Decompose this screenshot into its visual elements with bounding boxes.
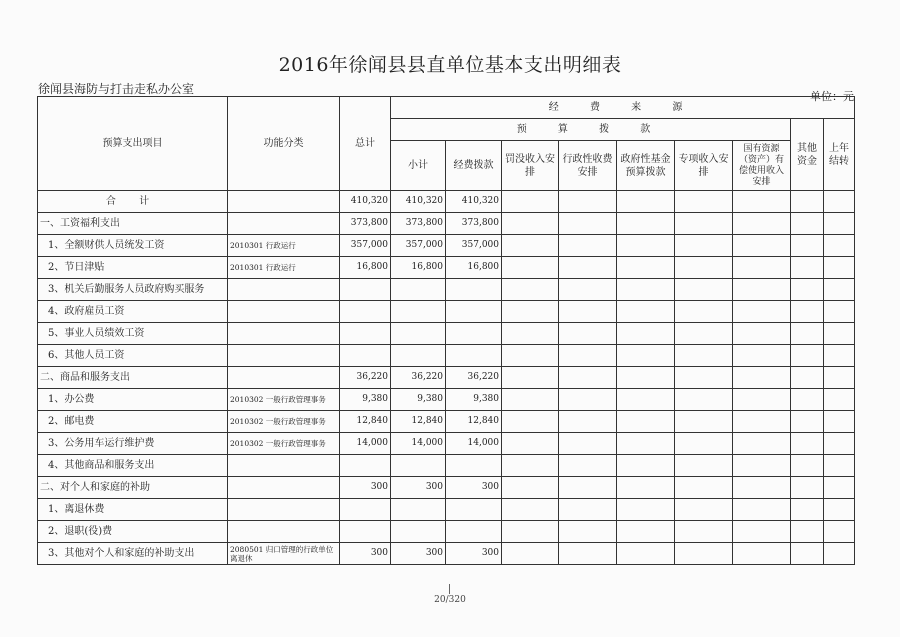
row-appropriation <box>446 455 502 477</box>
row-empty-cell <box>824 433 855 455</box>
row-empty-cell <box>559 257 617 279</box>
row-subtotal <box>391 521 446 543</box>
row-func <box>228 499 340 521</box>
row-empty-cell <box>617 279 675 301</box>
row-empty-cell <box>733 323 791 345</box>
row-empty-cell <box>502 477 559 499</box>
row-empty-cell <box>675 323 733 345</box>
row-empty-cell <box>675 301 733 323</box>
row-func <box>228 477 340 499</box>
row-empty-cell <box>733 257 791 279</box>
row-func <box>228 323 340 345</box>
row-total <box>340 521 391 543</box>
row-appropriation: 14,000 <box>446 433 502 455</box>
row-empty-cell <box>791 323 824 345</box>
header-func: 功能分类 <box>228 97 340 191</box>
row-empty-cell <box>791 477 824 499</box>
header-other: 其他资金 <box>791 119 824 191</box>
row-appropriation <box>446 499 502 521</box>
row-empty-cell <box>824 389 855 411</box>
row-item: 2、邮电费 <box>38 411 228 433</box>
row-empty-cell <box>733 543 791 565</box>
header-subtotal: 小计 <box>391 141 446 191</box>
row-func <box>228 345 340 367</box>
row-total: 300 <box>340 543 391 565</box>
row-total: 14,000 <box>340 433 391 455</box>
row-empty-cell <box>559 543 617 565</box>
row-empty-cell <box>559 499 617 521</box>
row-item: 1、全额财供人员统发工资 <box>38 235 228 257</box>
row-empty-cell <box>824 411 855 433</box>
row-empty-cell <box>733 367 791 389</box>
row-subtotal: 300 <box>391 543 446 565</box>
row-func <box>228 191 340 213</box>
table-row <box>38 411 855 433</box>
row-empty-cell <box>675 411 733 433</box>
row-empty-cell <box>559 213 617 235</box>
row-empty-cell <box>733 433 791 455</box>
row-subtotal: 16,800 <box>391 257 446 279</box>
row-item: 合 计 <box>38 191 228 213</box>
row-total <box>340 499 391 521</box>
row-empty-cell <box>675 389 733 411</box>
row-empty-cell <box>502 323 559 345</box>
row-total: 410,320 <box>340 191 391 213</box>
page-number: 20/320 <box>434 595 466 605</box>
header-appropriation: 经费拨款 <box>446 141 502 191</box>
row-item: 3、公务用车运行维护费 <box>38 433 228 455</box>
row-func: 2010301 行政运行 <box>228 235 340 257</box>
header-total: 总计 <box>340 97 391 191</box>
header-source: 经 费 来 源 <box>391 97 855 119</box>
header-prev-year: 上年结转 <box>824 119 855 191</box>
row-subtotal: 300 <box>391 477 446 499</box>
row-empty-cell <box>791 499 824 521</box>
row-empty-cell <box>502 367 559 389</box>
header-state-asset: 国有资源（资产）有偿使用收入安排 <box>733 141 791 191</box>
row-empty-cell <box>675 521 733 543</box>
row-func <box>228 455 340 477</box>
row-empty-cell <box>675 499 733 521</box>
table-row <box>38 521 855 543</box>
row-empty-cell <box>617 345 675 367</box>
row-empty-cell <box>617 455 675 477</box>
row-subtotal: 14,000 <box>391 433 446 455</box>
row-func: 2010302 一般行政管理事务 <box>228 411 340 433</box>
row-empty-cell <box>791 543 824 565</box>
row-appropriation: 12,840 <box>446 411 502 433</box>
row-empty-cell <box>617 521 675 543</box>
row-item: 5、事业人员绩效工资 <box>38 323 228 345</box>
row-appropriation: 373,800 <box>446 213 502 235</box>
department-name: 徐闻县海防与打击走私办公室 <box>38 82 195 96</box>
row-item: 3、机关后勤服务人员政府购买服务 <box>38 279 228 301</box>
row-empty-cell <box>559 323 617 345</box>
row-empty-cell <box>733 455 791 477</box>
row-empty-cell <box>502 191 559 213</box>
row-empty-cell <box>559 345 617 367</box>
row-empty-cell <box>502 279 559 301</box>
row-item: 4、政府雇员工资 <box>38 301 228 323</box>
row-empty-cell <box>791 279 824 301</box>
row-empty-cell <box>791 213 824 235</box>
row-empty-cell <box>502 257 559 279</box>
row-appropriation: 410,320 <box>446 191 502 213</box>
row-empty-cell <box>502 521 559 543</box>
row-subtotal: 12,840 <box>391 411 446 433</box>
row-item: 2、节日津贴 <box>38 257 228 279</box>
row-subtotal: 36,220 <box>391 367 446 389</box>
row-empty-cell <box>617 191 675 213</box>
row-subtotal: 373,800 <box>391 213 446 235</box>
header-budget: 预 算 拨 款 <box>391 119 791 141</box>
table-row <box>38 257 855 279</box>
table-row <box>38 213 855 235</box>
row-empty-cell <box>791 389 824 411</box>
row-empty-cell <box>502 499 559 521</box>
row-empty-cell <box>791 411 824 433</box>
row-item: 4、其他商品和服务支出 <box>38 455 228 477</box>
row-empty-cell <box>617 411 675 433</box>
row-appropriation <box>446 521 502 543</box>
row-empty-cell <box>675 213 733 235</box>
row-empty-cell <box>824 257 855 279</box>
row-empty-cell <box>733 477 791 499</box>
row-empty-cell <box>675 433 733 455</box>
row-empty-cell <box>824 455 855 477</box>
row-empty-cell <box>791 521 824 543</box>
table-row <box>38 345 855 367</box>
row-item: 6、其他人员工资 <box>38 345 228 367</box>
row-empty-cell <box>675 477 733 499</box>
row-empty-cell <box>559 367 617 389</box>
row-total: 36,220 <box>340 367 391 389</box>
row-empty-cell <box>559 455 617 477</box>
row-total <box>340 455 391 477</box>
row-empty-cell <box>675 345 733 367</box>
row-empty-cell <box>559 433 617 455</box>
table-row <box>38 323 855 345</box>
row-empty-cell <box>559 191 617 213</box>
row-empty-cell <box>824 499 855 521</box>
row-empty-cell <box>733 521 791 543</box>
row-appropriation: 9,380 <box>446 389 502 411</box>
row-total: 16,800 <box>340 257 391 279</box>
row-empty-cell <box>617 235 675 257</box>
row-empty-cell <box>502 543 559 565</box>
row-empty-cell <box>824 345 855 367</box>
row-subtotal <box>391 301 446 323</box>
row-empty-cell <box>559 389 617 411</box>
row-appropriation: 16,800 <box>446 257 502 279</box>
row-appropriation <box>446 301 502 323</box>
header-admin-fee: 行政性收费安排 <box>559 141 617 191</box>
row-empty-cell <box>791 257 824 279</box>
row-empty-cell <box>675 257 733 279</box>
row-empty-cell <box>559 301 617 323</box>
row-empty-cell <box>791 367 824 389</box>
row-subtotal <box>391 323 446 345</box>
row-appropriation <box>446 345 502 367</box>
row-empty-cell <box>733 499 791 521</box>
row-func: 2010302 一般行政管理事务 <box>228 433 340 455</box>
row-empty-cell <box>559 411 617 433</box>
row-appropriation: 300 <box>446 543 502 565</box>
table-row <box>38 279 855 301</box>
row-total <box>340 301 391 323</box>
row-empty-cell <box>675 543 733 565</box>
row-empty-cell <box>502 235 559 257</box>
row-appropriation <box>446 323 502 345</box>
row-subtotal: 410,320 <box>391 191 446 213</box>
table-row <box>38 235 855 257</box>
row-appropriation: 357,000 <box>446 235 502 257</box>
table-row <box>38 389 855 411</box>
row-total: 373,800 <box>340 213 391 235</box>
row-empty-cell <box>824 521 855 543</box>
header-fine: 罚没收入安排 <box>502 141 559 191</box>
row-empty-cell <box>559 521 617 543</box>
row-total <box>340 345 391 367</box>
table-row <box>38 367 855 389</box>
row-subtotal: 9,380 <box>391 389 446 411</box>
row-empty-cell <box>617 389 675 411</box>
header-special: 专项收入安排 <box>675 141 733 191</box>
row-total <box>340 279 391 301</box>
row-empty-cell <box>502 411 559 433</box>
row-empty-cell <box>824 323 855 345</box>
table-row <box>38 301 855 323</box>
table-row <box>38 433 855 455</box>
row-empty-cell <box>824 543 855 565</box>
row-empty-cell <box>791 191 824 213</box>
table-row <box>38 455 855 477</box>
row-empty-cell <box>502 455 559 477</box>
row-func: 2080501 归口管理的行政单位离退休 <box>228 543 340 565</box>
row-empty-cell <box>675 279 733 301</box>
row-appropriation: 36,220 <box>446 367 502 389</box>
row-empty-cell <box>502 389 559 411</box>
row-empty-cell <box>733 345 791 367</box>
header-gov-fund: 政府性基金预算拨款 <box>617 141 675 191</box>
row-appropriation: 300 <box>446 477 502 499</box>
row-subtotal: 357,000 <box>391 235 446 257</box>
row-item: 1、离退休费 <box>38 499 228 521</box>
row-empty-cell <box>559 235 617 257</box>
row-empty-cell <box>502 213 559 235</box>
row-empty-cell <box>617 433 675 455</box>
row-empty-cell <box>733 301 791 323</box>
row-subtotal <box>391 455 446 477</box>
expenditure-table <box>37 96 855 565</box>
row-empty-cell <box>824 191 855 213</box>
row-empty-cell <box>617 367 675 389</box>
table-row <box>38 477 855 499</box>
row-empty-cell <box>617 301 675 323</box>
row-empty-cell <box>675 367 733 389</box>
row-empty-cell <box>617 477 675 499</box>
row-empty-cell <box>824 279 855 301</box>
row-item: 二、对个人和家庭的补助 <box>38 477 228 499</box>
row-empty-cell <box>617 499 675 521</box>
table-row <box>38 543 855 565</box>
row-item: 1、办公费 <box>38 389 228 411</box>
row-empty-cell <box>675 191 733 213</box>
row-empty-cell <box>733 279 791 301</box>
row-empty-cell <box>502 301 559 323</box>
row-empty-cell <box>617 543 675 565</box>
row-func <box>228 279 340 301</box>
page-title: 2016年徐闻县县直单位基本支出明细表 <box>278 54 622 76</box>
row-total: 357,000 <box>340 235 391 257</box>
row-empty-cell <box>791 301 824 323</box>
row-total: 300 <box>340 477 391 499</box>
row-item: 一、工资福利支出 <box>38 213 228 235</box>
row-empty-cell <box>733 235 791 257</box>
header-item: 预算支出项目 <box>38 97 228 191</box>
row-subtotal <box>391 499 446 521</box>
row-empty-cell <box>733 213 791 235</box>
row-total: 12,840 <box>340 411 391 433</box>
row-empty-cell <box>791 235 824 257</box>
row-func: 2010302 一般行政管理事务 <box>228 389 340 411</box>
row-empty-cell <box>791 455 824 477</box>
row-subtotal <box>391 279 446 301</box>
unit-label: 单位：元 <box>810 90 854 103</box>
row-subtotal <box>391 345 446 367</box>
row-empty-cell <box>733 191 791 213</box>
row-empty-cell <box>791 345 824 367</box>
row-item: 2、退职(役)费 <box>38 521 228 543</box>
row-empty-cell <box>559 477 617 499</box>
row-empty-cell <box>502 433 559 455</box>
row-empty-cell <box>824 477 855 499</box>
row-func <box>228 301 340 323</box>
row-empty-cell <box>502 345 559 367</box>
row-func <box>228 213 340 235</box>
table-row <box>38 499 855 521</box>
row-total: 9,380 <box>340 389 391 411</box>
row-total <box>340 323 391 345</box>
row-empty-cell <box>824 301 855 323</box>
row-empty-cell <box>824 235 855 257</box>
row-appropriation <box>446 279 502 301</box>
row-empty-cell <box>733 389 791 411</box>
page-tick <box>449 584 450 594</box>
table-row <box>38 191 855 213</box>
row-item: 3、其他对个人和家庭的补助支出 <box>38 543 228 565</box>
row-func <box>228 521 340 543</box>
row-empty-cell <box>675 455 733 477</box>
row-empty-cell <box>791 433 824 455</box>
row-func: 2010301 行政运行 <box>228 257 340 279</box>
row-empty-cell <box>824 367 855 389</box>
row-item: 二、商品和服务支出 <box>38 367 228 389</box>
row-empty-cell <box>617 213 675 235</box>
row-func <box>228 367 340 389</box>
row-empty-cell <box>559 279 617 301</box>
row-empty-cell <box>824 213 855 235</box>
row-empty-cell <box>675 235 733 257</box>
row-empty-cell <box>733 411 791 433</box>
row-empty-cell <box>617 323 675 345</box>
row-empty-cell <box>617 257 675 279</box>
